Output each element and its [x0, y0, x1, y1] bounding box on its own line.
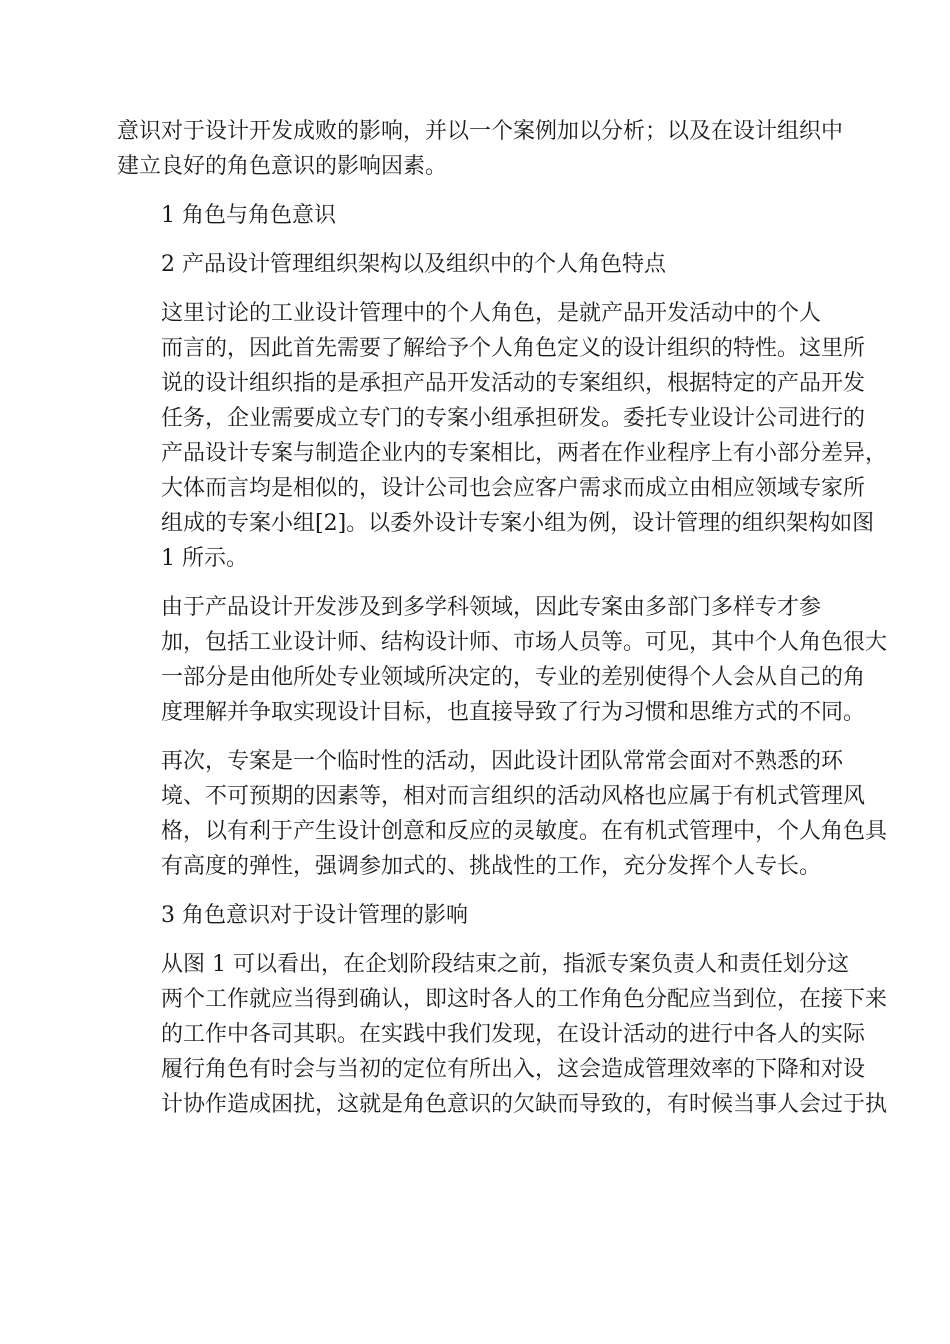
text-line: 建立良好的角色意识的影响因素。 [117, 154, 448, 179]
text-line: 这里讨论的工业设计管理中的个人角色，是就产品开发活动中的个人 [161, 301, 822, 326]
text-line: 加，包括工业设计师、结构设计师、市场人员等。可见，其中个人角色很大 [161, 630, 888, 655]
section-heading-1 [117, 198, 833, 233]
paragraph-organization [117, 296, 888, 576]
text-line: 的工作中各司其职。在实践中我们发现，在设计活动的进行中各人的实际 [161, 1022, 866, 1047]
text-line: 计协作造成困扰，这就是角色意识的欠缺而导致的，有时候当事人会过于执 [161, 1092, 888, 1117]
text-line: 履行角色有时会与当初的定位有所出入，这会造成管理效率的下降和对设 [161, 1057, 866, 1082]
document-page [117, 114, 888, 1136]
text-line: 有高度的弹性，强调参加式的、挑战性的工作，充分发挥个人专长。 [161, 854, 822, 879]
paragraph-disciplines [117, 590, 888, 730]
text-line: 度理解并争取实现设计目标，也直接导致了行为习惯和思维方式的不同。 [161, 700, 866, 725]
paragraph-intro [117, 114, 844, 184]
text-line: 大体而言均是相似的，设计公司也会应客户需求而成立由相应领域专家所 [161, 476, 866, 501]
text-line: 1 所示。 [161, 546, 248, 571]
text-line: 格，以有利于产生设计创意和反应的灵敏度。在有机式管理中，个人角色具 [161, 819, 888, 844]
section-heading-3 [117, 898, 833, 933]
text-line: 而言的，因此首先需要了解给予个人角色定义的设计组织的特性。这里所 [161, 336, 866, 361]
text-line: 意识对于设计开发成败的影响，并以一个案例加以分析；以及在设计组织中 [117, 119, 844, 144]
text-line: 从图 1 可以看出，在企划阶段结束之前，指派专案负责人和责任划分这 [161, 952, 849, 977]
text-line: 一部分是由他所处专业领域所决定的，专业的差别使得个人会从自己的角 [161, 665, 866, 690]
paragraph-influence [117, 947, 888, 1122]
text-line: 任务，企业需要成立专门的专案小组承担研发。委托专业设计公司进行的 [161, 406, 866, 431]
text-line: 组成的专案小组[2]。以委外设计专案小组为例，设计管理的组织架构如图 [161, 511, 875, 536]
heading-text: 3 角色意识对于设计管理的影响 [161, 903, 468, 928]
section-heading-2 [117, 247, 833, 282]
text-line: 由于产品设计开发涉及到多学科领域，因此专案由多部门多样专才参 [161, 595, 822, 620]
text-line: 说的设计组织指的是承担产品开发活动的专案组织，根据特定的产品开发 [161, 371, 866, 396]
text-line: 产品设计专案与制造企业内的专案相比，两者在作业程序上有小部分差异， [161, 441, 888, 466]
heading-text: 2 产品设计管理组织架构以及组织中的个人角色特点 [161, 252, 666, 277]
text-line: 两个工作就应当得到确认，即这时各人的工作角色分配应当到位，在接下来 [161, 987, 888, 1012]
text-line: 境、不可预期的因素等，相对而言组织的活动风格也应属于有机式管理风 [161, 784, 866, 809]
heading-text: 1 角色与角色意识 [161, 203, 336, 228]
text-line: 再次，专案是一个临时性的活动，因此设计团队常常会面对不熟悉的环 [161, 749, 844, 774]
paragraph-temporary [117, 744, 888, 884]
